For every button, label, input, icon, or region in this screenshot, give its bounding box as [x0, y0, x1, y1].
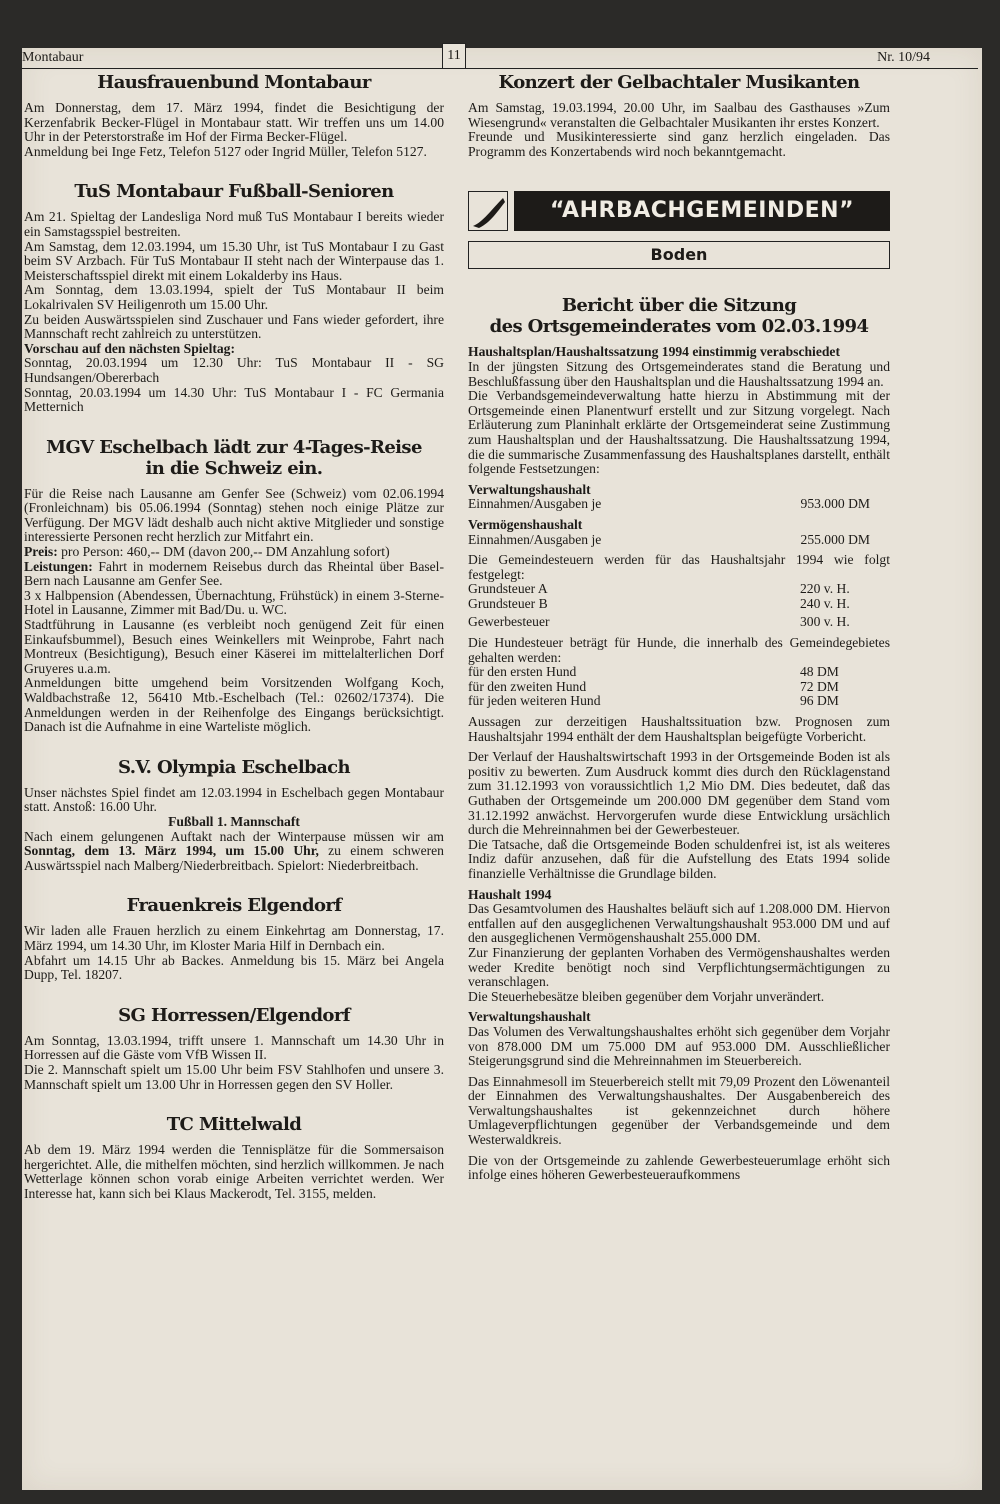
paragraph: Am Donnerstag, dem 17. März 1994, findet die Besichtigung der Kerzenfabrik Becker-Flügel in Montabaur statt. Wir treffen uns um 14.00 Uhr in der Peterstorstraße im Hof der Firma Becker-Flügel.: [24, 100, 444, 145]
dog-tax-row: [468, 694, 890, 709]
issue-number: Nr. 10/94: [877, 50, 930, 65]
article-tus-senioren: [24, 181, 444, 414]
paragraph: Die Verbandsgemeindeverwaltung hatte hierzu in Abstimmung mit der Ortsgemeinde einen Planentwurf erstellt und zur Sitzung vorgelegt. Nach Erläuterung zum Planinhalt erklärte der Ortsgemeinderat seine Zustimmung zum Haushaltsplan und der Haushaltssatzung. Die Haushaltssatzung 1994, die die summarische Zusammenfassung des Haushaltsplanes darstellt, enthält folgende Festsetzungen:: [468, 388, 890, 477]
tax-label: Grundsteuer A: [468, 581, 548, 597]
paragraph: Ab dem 19. März 1994 werden die Tennisplätze für die Sommersaison hergerichtet. Alle, die mithelfen möchten, sind herzlich willkommen. Je nach Wetterlage können schon vorab einige Arbeiten verrichtet werden. Wer Interesse hat, kann sich bei Klaus Mackerodt, Tel. 3155, melden.: [24, 1142, 444, 1201]
label: Leistungen:: [24, 558, 93, 574]
subheading: Verwaltungshaushalt: [468, 1009, 591, 1025]
article-title: MGV Eschelbach lädt zur 4-Tages-Reise: [46, 436, 422, 458]
header-town: Montabaur: [22, 50, 84, 65]
paragraph: Anmeldung bei Inge Fetz, Telefon 5127 oder Ingrid Müller, Telefon 5127.: [24, 143, 427, 159]
tax-label: Grundsteuer B: [468, 595, 548, 611]
dog-tax-row: [468, 680, 890, 695]
text: Nach einem gelungenen Auftakt nach der Winterpause müssen wir am: [24, 828, 444, 844]
subheading: Fußball 1. Mannschaft: [168, 813, 300, 829]
label: Preis:: [24, 544, 58, 560]
paragraph: Wir laden alle Frauen herzlich zu einem Einkehrtag am Donnerstag, 17. März 1994, um 14.30 Uhr, im Kloster Maria Hilf in Dernbach ein.: [24, 923, 444, 953]
text: pro Person: 460,-- DM (davon 200,-- DM Anzahlung sofort): [57, 544, 390, 560]
paragraph: Am 21. Spieltag der Landesliga Nord muß TuS Montabaur I bereits wieder ein Samstagsspiel bestreiten.: [24, 209, 444, 239]
article-title-line2: in die Schweiz ein.: [145, 457, 323, 479]
article-sg-horressen: [24, 1005, 444, 1092]
tax-label: für den ersten Hund: [468, 664, 577, 680]
article-title: Bericht über die Sitzung: [561, 295, 797, 317]
paragraph: Das Einnahmesoll im Steuerbereich stellt mit 79,09 Prozent den Löwenanteil der Einnahmen des Verwaltungshaushaltes. Der Ausgabenbereich des Verwaltungshaushaltes ist gekennzeichnet durch höhere Umlageverpflichtungen gegenüber der Verbandsgemeinde und dem Westerwaldkreis.: [468, 1073, 890, 1148]
paragraph: Am Sonntag, 13.03.1994, trifft unsere 1. Mannschaft um 14.30 Uhr in Horressen auf die Gäste vom VfB Wissen II.: [24, 1032, 444, 1063]
tax-value: 220 v. H.: [800, 581, 850, 597]
tax-row: [468, 597, 890, 612]
paragraph: Stadtführung in Lausanne (es verbleibt noch genügend Zeit für einen Einkaufsbummel), Besuch eines Weinkellers mit Weinprobe, Fahrt nach Montreux (Besichtigung), Besuch einer Käserei im mittelalterlichen Dorf Gruyeres u.a.m.: [24, 617, 444, 676]
tax-label: Gewerbesteuer: [468, 614, 550, 630]
paragraph: Aussagen zur derzeitigen Haushaltssituation bzw. Prognosen zum Haushaltsjahr 1994 enthält der dem Haushaltsplan beigefügte Vorbericht.: [468, 714, 890, 744]
paragraph: Die Tatsache, daß die Ortsgemeinde Boden schuldenfrei ist, ist als weiteres Indiz dafür anzusehen, daß für die Aufstellung des Etats 1994 solide finanzielle Verhältnisse die Grundlage bilden.: [468, 836, 890, 881]
paragraph: Zur Finanzierung der geplanten Vorhaben des Vermögenshaushaltes werden weder Kredite benötigt noch sind Verpflichtungsermächtigungen zu veranschlagen.: [468, 944, 890, 990]
municipality-title: Boden: [468, 241, 890, 269]
article-title: Frauenkreis Elgendorf: [126, 895, 342, 917]
text: zu einem schweren Auswärtsspiel nach Malberg/Niederbreitbach. Spielort: Niederbreitbach.: [24, 843, 444, 873]
paragraph: [24, 560, 444, 589]
left-column: [24, 72, 444, 1223]
right-column: [468, 72, 890, 1183]
paragraph: Das Gesamtvolumen des Haushaltes beläuft sich auf 1.208.000 DM. Hiervon entfallen auf den ausgeglichenen Verwaltungshaushalt 953.000 DM und auf den ausgeglichenen Vermögenshaushalt 255.000 DM.: [468, 901, 890, 946]
paragraph: [24, 830, 444, 874]
region-logo-icon: [468, 191, 508, 231]
article-sitzungsbericht: [468, 295, 890, 1182]
article-title: SG Horressen/Elgendorf: [118, 1004, 350, 1026]
article-title: Hausfrauenbund Montabaur: [97, 72, 371, 93]
dog-tax-row: [468, 665, 890, 680]
article-olympia-eschelbach: [24, 757, 444, 874]
paragraph: Zu beiden Auswärtsspielen sind Zuschauer und Fans wieder gefordert, ihre Mannschaft recht zahlreich zu unterstützen.: [24, 311, 444, 342]
paragraph: 3 x Halbpension (Abendessen, Übernachtung, Frühstück) in einem 3-Sterne-Hotel in Lausanne, Zimmer mit Bad/Du. u. WC.: [24, 587, 444, 618]
paragraph: Sonntag, 20.03.1994 um 14.30 Uhr: TuS Montabaur I - FC Germania Metternich: [24, 384, 444, 415]
article-title-line2: des Ortsgemeinderates vom 02.03.1994: [489, 316, 869, 338]
paragraph: Die von der Ortsgemeinde zu zahlende Gewerbesteuerumlage erhöht sich infolge eines höheren Gewerbesteueraufkommens: [468, 1152, 890, 1183]
budget-row-value: 255.000 DM: [800, 531, 870, 547]
text-bold: Sonntag, dem 13. März 1994, um 15.00 Uhr,: [24, 843, 319, 859]
tax-value: 300 v. H.: [800, 614, 850, 630]
banner-title: “AHRBACHGEMEINDEN”: [514, 191, 890, 231]
paragraph: Am Samstag, dem 12.03.1994, um 15.30 Uhr, ist TuS Montabaur I zu Gast beim SV Arzbach. Für TuS Montabaur II steht nach der Winterpause das 1. Meisterschaftsspiel direkt mit einem Lokalderby ins Haus.: [24, 238, 444, 283]
article-konzert: [468, 72, 890, 159]
paragraph: Die 2. Mannschaft spielt um 15.00 Uhr beim FSV Stahlhofen und unsere 3. Mannschaft spielt um 13.00 Uhr in Horressen gegen den SV Holler.: [24, 1061, 444, 1092]
article-title: Konzert der Gelbachtaler Musikanten: [498, 72, 860, 93]
subheading: Haushaltsplan/Haushaltssatzung 1994 einstimmig verabschiedet: [468, 344, 840, 360]
budget-row-value: 953.000 DM: [800, 496, 870, 512]
paragraph: Sonntag, 20.03.1994 um 12.30 Uhr: TuS Montabaur II - SG Hundsangen/Obererbach: [24, 355, 444, 385]
budget-label: Verwaltungshaushalt: [468, 481, 591, 497]
paragraph: Die Gemeindesteuern werden für das Haushaltsjahr 1994 wie folgt festgelegt:: [468, 552, 890, 582]
paragraph: Abfahrt um 14.15 Uhr ab Backes. Anmeldung bis 15. März bei Angela Dupp, Tel. 18207.: [24, 952, 444, 983]
paragraph: Am Samstag, 19.03.1994, 20.00 Uhr, im Saalbau des Gasthauses »Zum Wiesengrund« veranstalten die Gelbachtaler Musikanten ihr erstes Konzert.: [468, 100, 890, 130]
article-title: S.V. Olympia Eschelbach: [117, 756, 351, 778]
article-tc-mittelwald: [24, 1114, 444, 1201]
tax-value: 72 DM: [800, 678, 839, 694]
tax-row: [468, 582, 890, 597]
paragraph: [24, 545, 444, 560]
subheading: Vorschau auf den nächsten Spieltag:: [24, 340, 235, 356]
budget-row-label: Einnahmen/Ausgaben je: [468, 531, 602, 547]
paragraph: Freunde und Musikinteressierte sind ganz herzlich eingeladen. Das Programm des Konzertabends wird noch bekanntgemacht.: [468, 129, 890, 159]
paragraph: Der Verlauf der Haushaltswirtschaft 1993 in der Ortsgemeinde Boden ist als positiv zu bewerten. Zum Ausdruck kommt dies durch den Rücklagenstand zum 31.12.1993 von voraussichtlich 1,2 Mio DM. Dies bedeutet, daß das Guthaben der Ortsgemeinde um 200.000 DM gegenüber dem Stand vom 31.12.1992 anwächst. Hervorgerufen wurde diese Entwicklung ursächlich durch die Mehreinnahmen bei der Gewerbesteuer.: [468, 749, 890, 838]
budget-row: [468, 497, 890, 512]
article-frauenkreis: [24, 895, 444, 982]
section-banner: [468, 191, 890, 231]
tax-value: 240 v. H.: [800, 595, 850, 611]
page-number: 11: [442, 43, 466, 69]
article-title: TuS Montabaur Fußball-Senioren: [74, 181, 394, 203]
subheading: Haushalt 1994: [468, 886, 552, 902]
paragraph: Am Sonntag, dem 13.03.1994, spielt der TuS Montabaur II beim Lokalrivalen SV Heiligenroth um 15.00 Uhr.: [24, 282, 444, 312]
tax-label: für den zweiten Hund: [468, 678, 587, 694]
paragraph: Die Steuerhebesätze bleiben gegenüber dem Vorjahr unverändert.: [468, 988, 825, 1004]
tax-row: [468, 615, 890, 630]
paragraph: Die Hundesteuer beträgt für Hunde, die innerhalb des Gemeindegebietes gehalten werden:: [468, 635, 890, 665]
paragraph: Das Volumen des Verwaltungshaushaltes erhöht sich gegenüber dem Vorjahr von 878.000 DM um 75.000 DM auf 953.000 DM. Ausschließlicher Steigerungsgrund sind die Mehreinnahmen im Steuerbereich.: [468, 1023, 890, 1069]
article-title: TC Mittelwald: [166, 1114, 302, 1136]
budget-row-label: Einnahmen/Ausgaben je: [468, 496, 602, 512]
paragraph: Unser nächstes Spiel findet am 12.03.1994 in Eschelbach gegen Montabaur statt. Anstoß: 16.00 Uhr.: [24, 784, 444, 815]
budget-row: [468, 533, 890, 548]
paragraph: Für die Reise nach Lausanne am Genfer See (Schweiz) vom 02.06.1994 (Fronleichnam) bis 05.06.1994 (Sonntag) stehen noch einige Plätze zur Verfügung. Der MGV lädt deshalb auch nicht aktive Mitglieder und sonstige interessierte Personen recht herzlich zur Mitfahrt ein.: [24, 485, 444, 545]
article-hausfrauenbund: [24, 72, 444, 159]
text: Fahrt in modernem Reisebus durch das Rheintal über Basel-Bern nach Lausanne am Genfer See.: [24, 558, 444, 589]
tax-value: 96 DM: [800, 693, 839, 709]
paragraph: In der jüngsten Sitzung des Ortsgemeinderates stand die Beratung und Beschlußfassung über den Haushaltsplan und die Haushaltssatzung 1994 an.: [468, 358, 890, 389]
paragraph: Anmeldungen bitte umgehend beim Vorsitzenden Wolfgang Koch, Waldbachstraße 12, 56410 Mtb.-Eschelbach (Tel.: 02602/17374). Die Anmeldungen werden in der Reihenfolge des Eingangs berücksichtigt. Danach ist die Aufnahme in eine Warteliste möglich.: [24, 675, 444, 735]
tax-value: 48 DM: [800, 664, 839, 680]
tax-label: für jeden weiteren Hund: [468, 693, 601, 709]
article-mgv-eschelbach: [24, 437, 444, 735]
budget-label: Vermögenshaushalt: [468, 516, 583, 532]
page-header: [22, 42, 978, 69]
